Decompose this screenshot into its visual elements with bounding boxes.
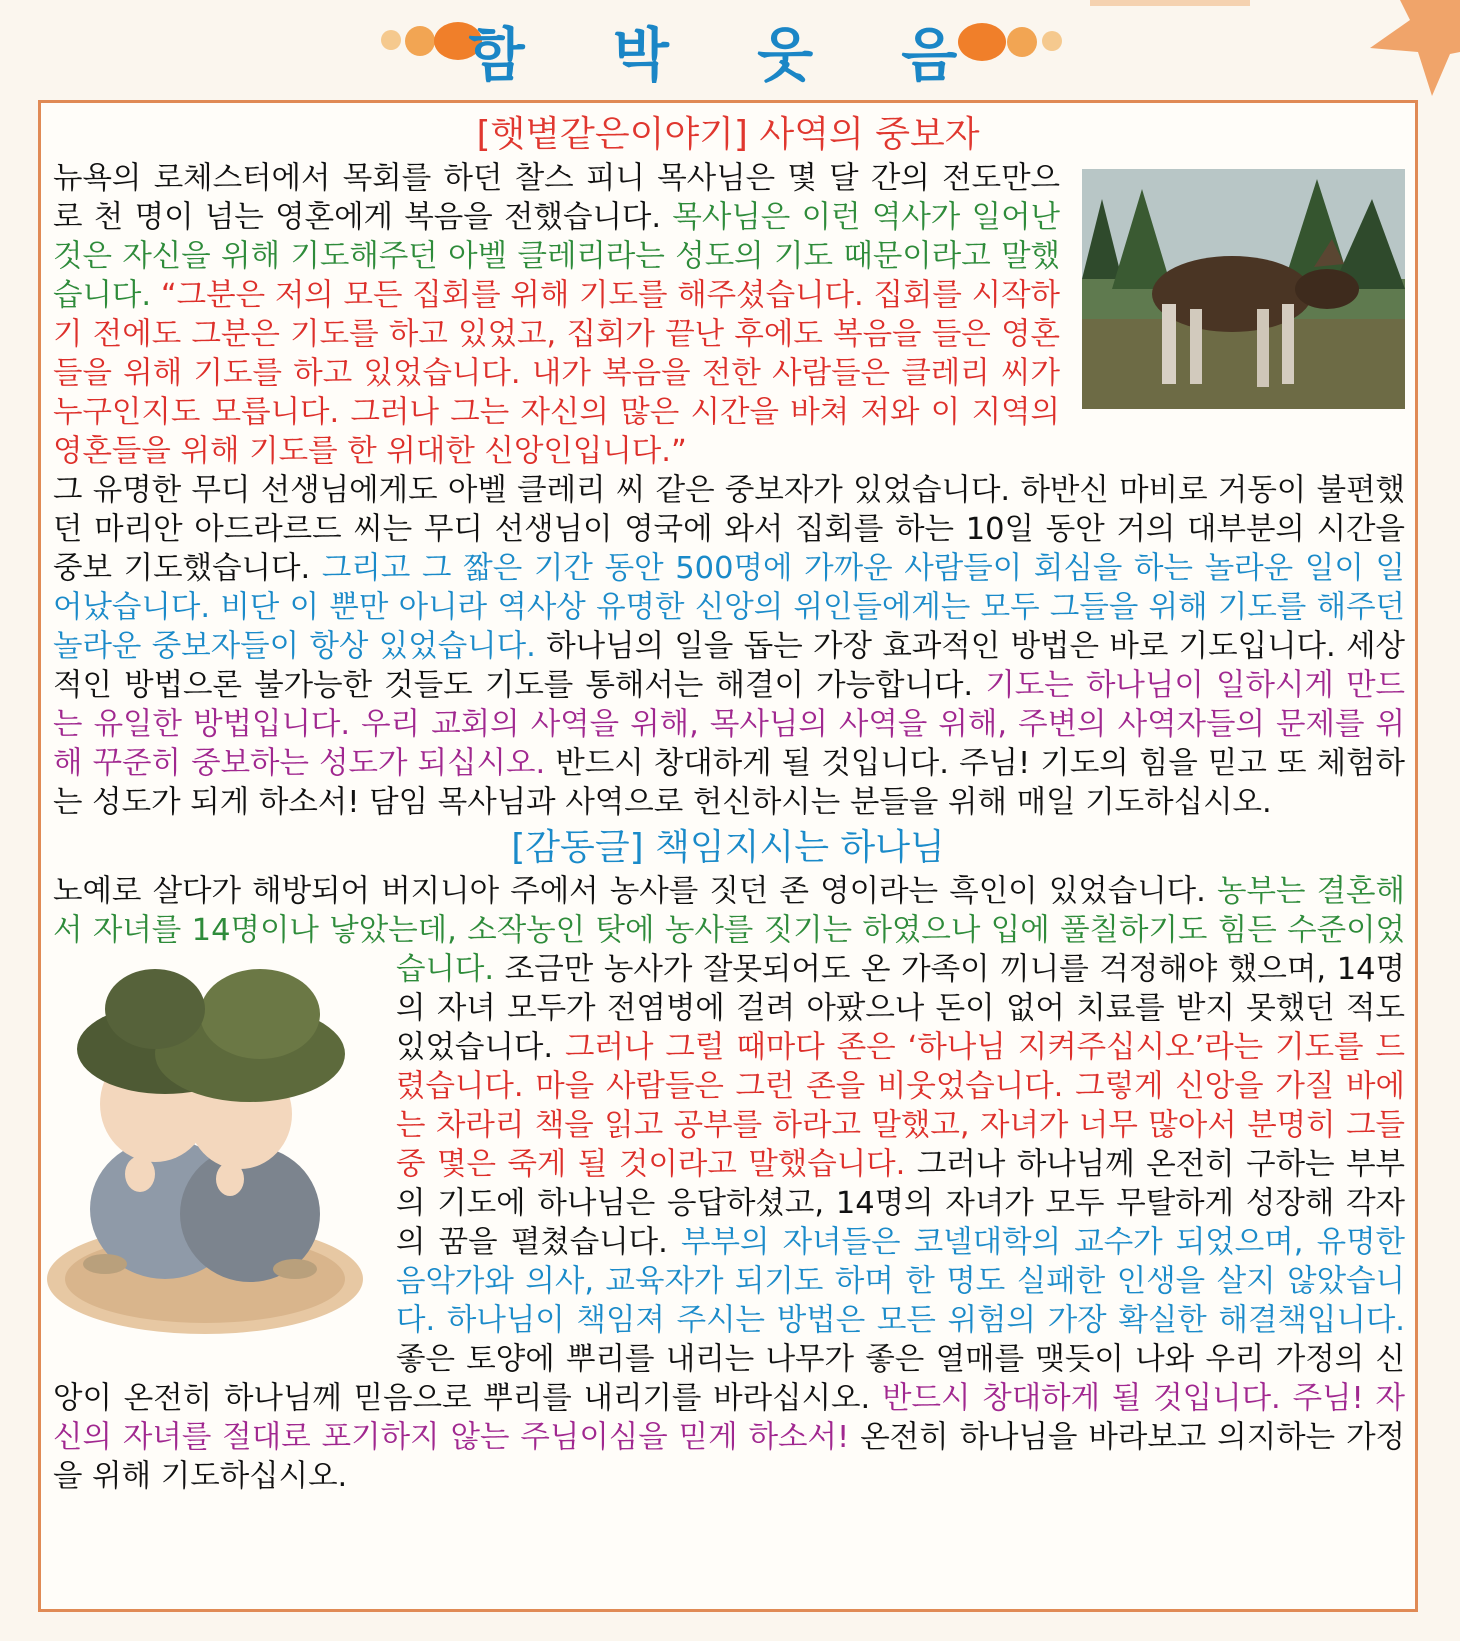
text-run: “그분은 저의 모든 집회를 위해 기도를 해주셨습니다. 집회를 시작하기 전에도 그분은 기도를 하고 있었고, 집회가 끝난 후에도 복음을 들은 영혼들을 위해 기도를 하고 있었습니다. 내가 복음을 전한 사람들은 클레리 씨가 누구인지도 모릅니다. 그러나 그는 자신의 많은 시간을 바쳐 저와 이 지역의 영혼들을 위해 기도를 한 위대한 신앙인입니다.” (53, 278, 1060, 469)
praying-children-illustration-icon (45, 954, 380, 1342)
text-run: 기도는 하나님이 일하시게 만드는 유일한 방법입니다. 우리 교회의 사역을 위해, 목사님의 사역을 위해, 주변의 사역자들의 문제를 위해 꾸준히 중보하는 성도가 되십시오. (53, 668, 1405, 781)
text-run: 그 유명한 무디 선생님에게도 아벨 클레리 씨 같은 중보자가 있었습니다. 하반신 마비로 거동이 불편했던 마리안 아드라르드 씨는 무디 선생님이 영국에 와서 집회를 하는 10일 동안 거의 대부분의 시간을 중보 기도했습니다. (53, 473, 1405, 586)
section2-paragraph-1 (53, 872, 1405, 1496)
stripe-decoration-icon (1090, 0, 1250, 6)
text-run: 좋은 토양에 뿌리를 내리는 나무가 좋은 열매를 맺듯이 나와 우리 가정의 신앙이 온전히 하나님께 믿음으로 뿌리를 내리기를 바라십시오. (53, 1342, 1405, 1416)
page-title: 함 박 웃 음 (468, 21, 992, 89)
text-run: 그러나 그럴 때마다 존은 ‘하나님 지켜주십시오’라는 기도를 드렸습니다. 마을 사람들은 그런 존을 비웃었습니다. 그렇게 신앙을 가질 바에는 차라리 책을 읽고 공부를 하라고 말했고, 자녀가 너무 많아서 분명히 그들 중 몇은 죽게 될 것이라고 말했습니다. (396, 1030, 1405, 1182)
moose-photo-icon (1082, 169, 1405, 409)
text-run: 반드시 창대하게 될 것입니다. 주님! 자신의 자녀를 절대로 포기하지 않는 주님이심을 믿게 하소서! (53, 1381, 1406, 1455)
text-run: 목사님은 이런 역사가 일어난 것은 자신을 위해 기도해주던 아벨 클레리라는 성도의 기도 때문이라고 말했습니다. (53, 200, 1060, 313)
text-run: 조금만 농사가 잘못되어도 온 가족이 끼니를 걱정해야 했으며, 14명의 자녀 모두가 전염병에 걸려 아팠으나 돈이 없어 치료를 받지 못했던 적도 있었습니다. (396, 952, 1405, 1065)
section1-paragraph-1 (53, 159, 1405, 471)
text-run: 부부의 자녀들은 코넬대학의 교수가 되었으며, 유명한 음악가와 의사, 교육자가 되기도 하며 한 명도 실패한 인생을 살지 않았습니다. 하나님이 책임져 주시는 방법은 모든 위험의 가장 확실한 해결책입니다. (396, 1225, 1405, 1338)
text-run: 반드시 창대하게 될 것입니다. 주님! 기도의 힘을 믿고 또 체험하는 성도가 되게 하소서! 담임 목사님과 사역으로 헌신하시는 분들을 위해 매일 기도하십시오. (53, 746, 1405, 820)
text-run: 노예로 살다가 해방되어 버지니아 주에서 농사를 짓던 존 영이라는 흑인이 있었습니다. (53, 874, 1218, 909)
text-run: 하나님의 일을 돕는 가장 효과적인 방법은 바로 기도입니다. 세상적인 방법으론 불가능한 것들도 기도를 통해서는 해결이 가능합니다. (53, 629, 1406, 703)
text-run: 뉴욕의 로체스터에서 목회를 하던 찰스 피니 목사님은 몇 달 간의 전도만으로 천 명이 넘는 영혼에게 복음을 전했습니다. (53, 161, 1060, 235)
text-run: 그리고 그 짧은 기간 동안 500명에 가까운 사람들이 회심을 하는 놀라운 일이 일어났습니다. 비단 이 뿐만 아니라 역사상 유명한 신앙의 위인들에게는 모두 그들을 위해 기도를 해주던 놀라운 중보자들이 항상 있었습니다. (53, 551, 1405, 664)
content-frame (38, 100, 1418, 1612)
section2-body (53, 872, 1405, 1496)
section1-paragraph-2 (53, 471, 1405, 822)
text-run: 그러나 하나님께 온전히 구하는 부부의 기도에 하나님은 응답하셨고, 14명의 자녀가 모두 무탈하게 성장해 각자의 꿈을 펼쳤습니다. (396, 1147, 1405, 1260)
section1-title: [햇볕같은이야기] 사역의 중보자 (476, 114, 980, 155)
text-run: 농부는 결혼해서 자녀를 14명이나 낳았는데, 소작농인 탓에 농사를 짓기는 하였으나 입에 풀칠하기도 힘든 수준이었습니다. (53, 874, 1405, 987)
text-run: 온전히 하나님을 바라보고 의지하는 가정을 위해 기도하십시오. (53, 1420, 1405, 1494)
header (0, 0, 1460, 98)
section2-title: [감동글] 책임지시는 하나님 (511, 827, 945, 868)
section1-body (53, 159, 1405, 822)
